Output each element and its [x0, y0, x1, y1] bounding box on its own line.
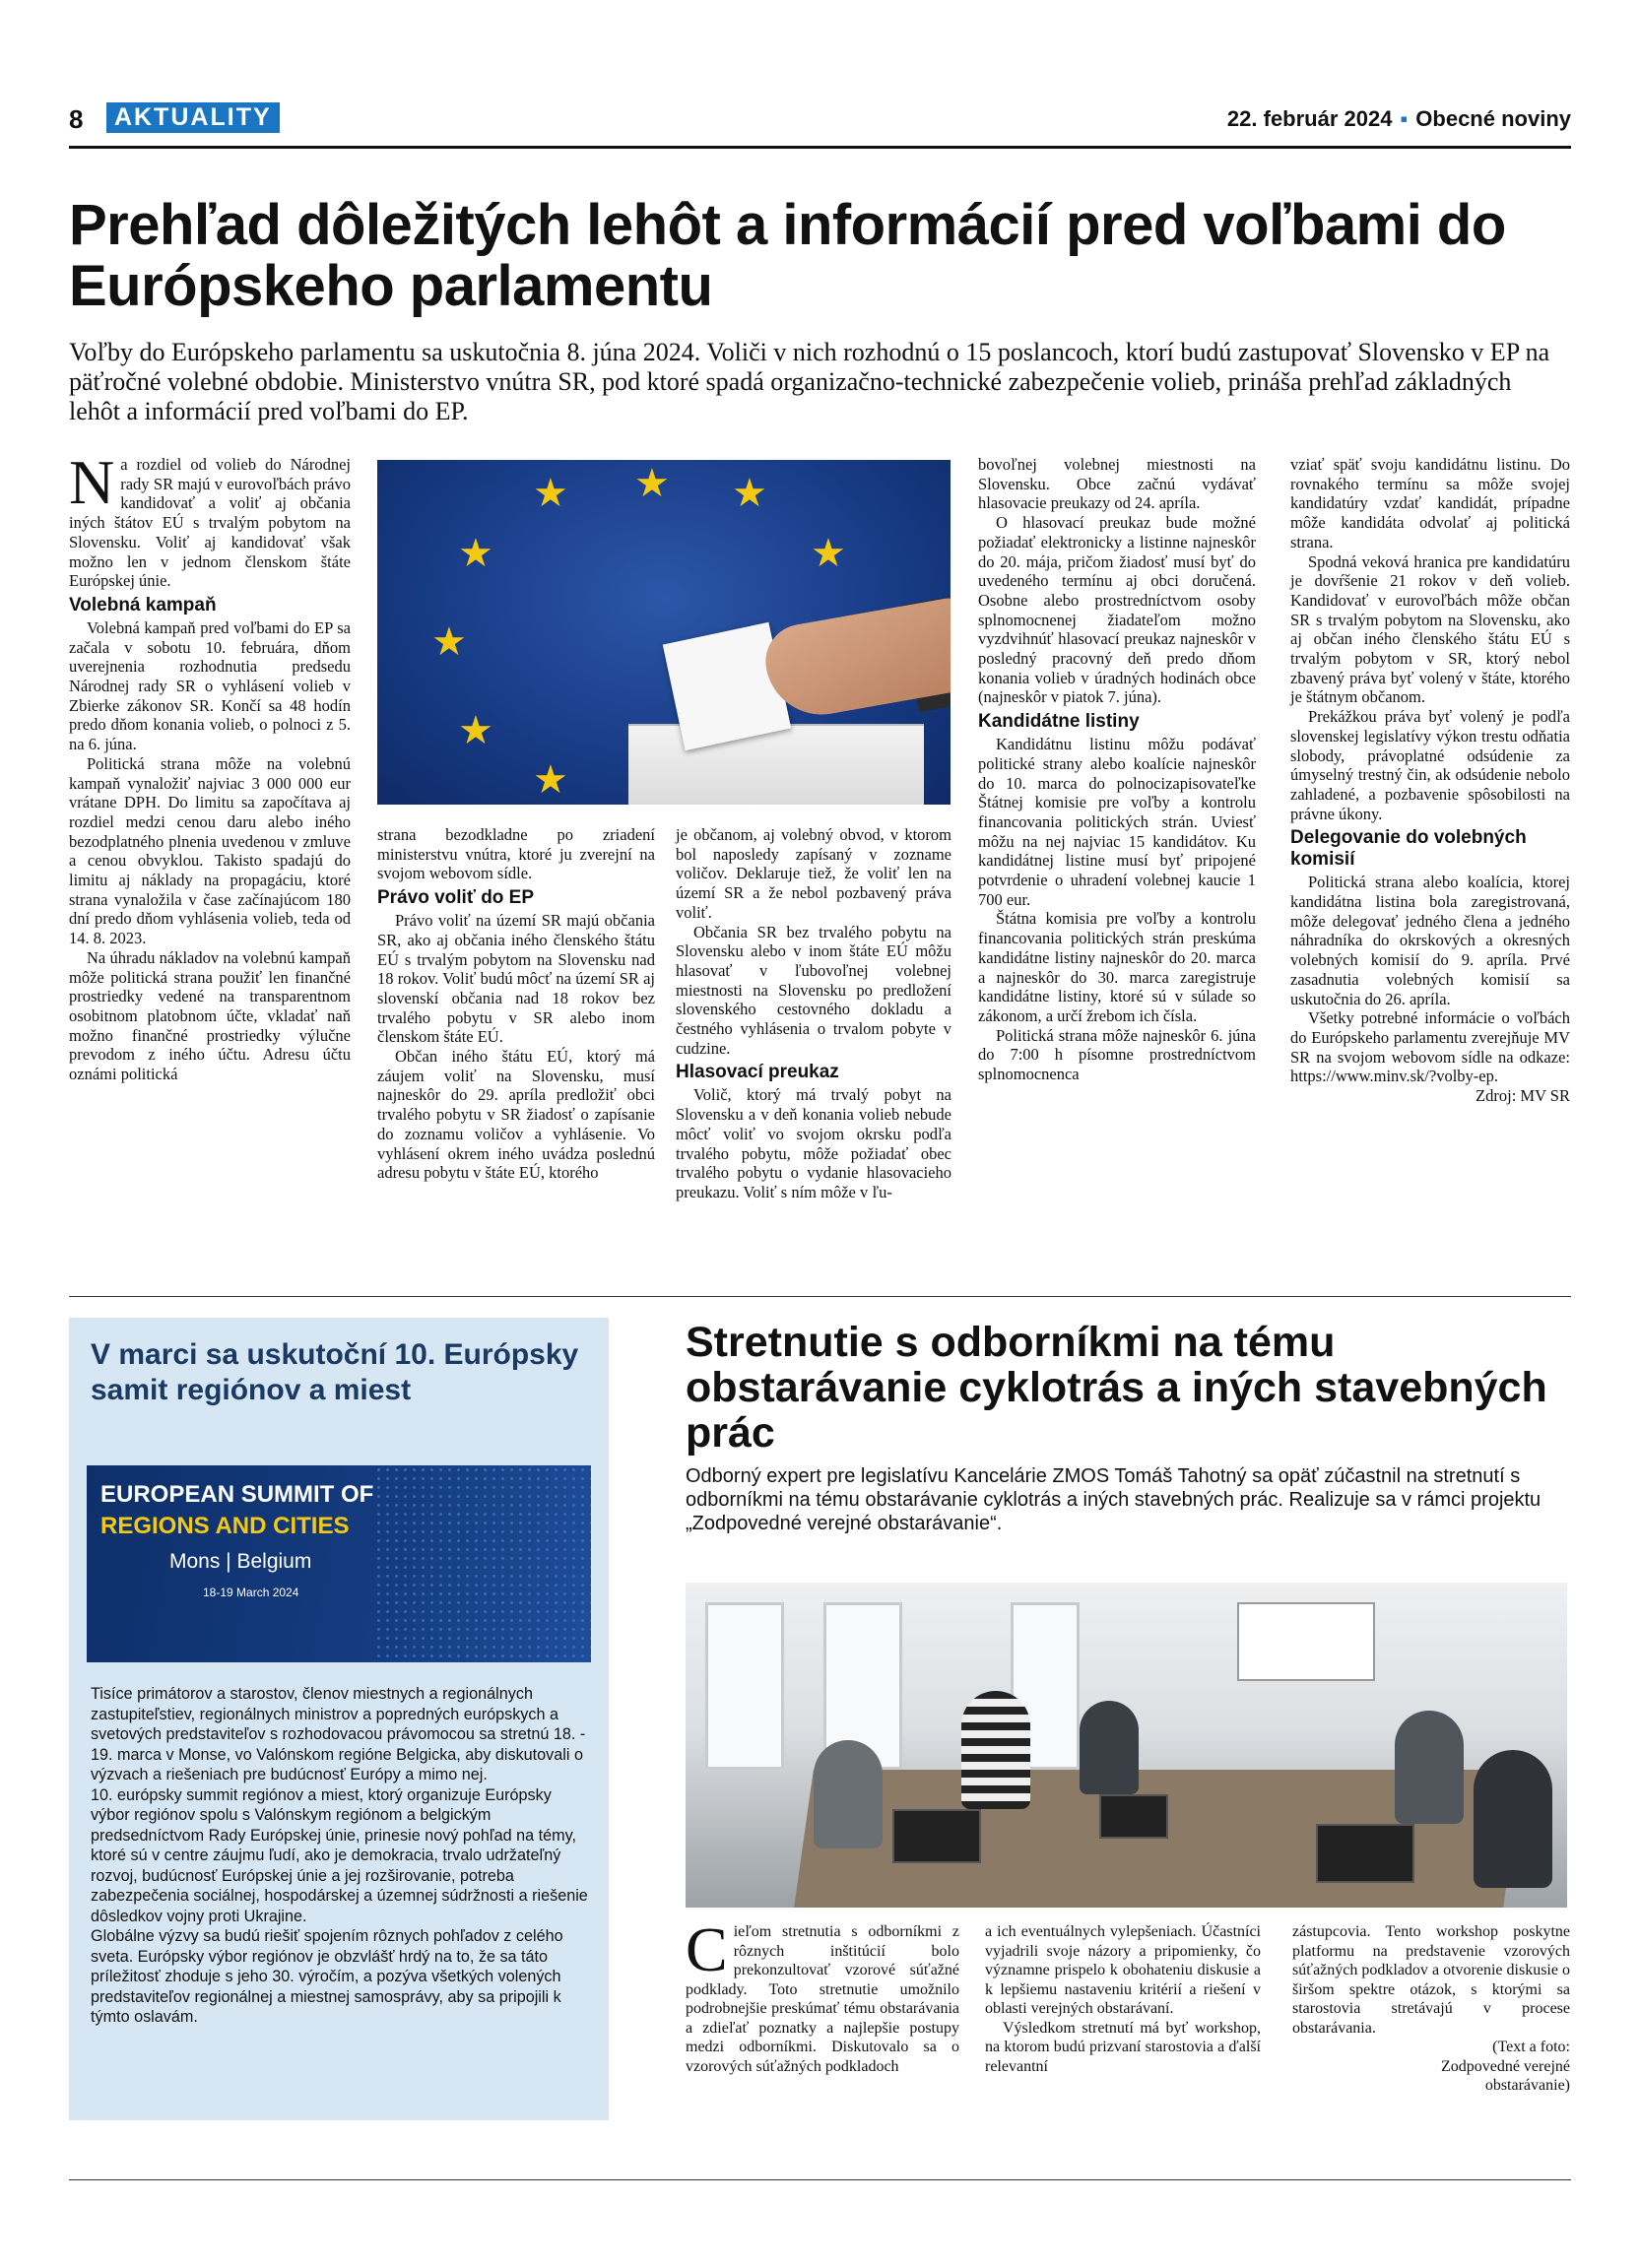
eu-star-icon: ★ [431, 619, 467, 664]
banner-line-4: 18-19 March 2024 [203, 1586, 299, 1599]
paragraph: Občan iného štátu EÚ, ktorý má záujem voliť na Slovensku, musí najneskôr do 29. apríla predložiť obci trvalého pobytu v SR žiadosť o zapísanie do zoznamu voličov a vyhlásenie. Vo vyhlásení okrem iného uvádza poslednú adresu pobytu v štáte EÚ, ktorého [377, 1047, 655, 1183]
eu-star-icon: ★ [811, 531, 846, 575]
header-divider [69, 146, 1571, 149]
paragraph: Kandidátnu listinu môžu podávať politické strany alebo koalície najneskôr do 10. marca do polnocizapisovateľke Štátnej komisie pre voľby a kontrolu financovania politických strán. Uviesť môžu na nej najviac 15 kandidátov. Ku kandidátnej listine musí byť pripojené potvrdenie o uhradení volebnej kaucie 1 700 eur. [978, 735, 1256, 909]
paragraph: O hlasovací preukaz bude možné požiadať elektronicky a listinne najneskôr do 20. mája, pričom žiadosť musí byť do uvedeného termínu aj obci doručená. Osobne alebo prostredníctvom osoby splnomocnenej žiadateľom možno vyzdvihnúť hlasovací preukaz najneskôr v posledný pracovný deň predo dňom konania volieb v úradných hodinách obce (najneskôr v piatok 7. júna). [978, 513, 1256, 707]
box-body [91, 1684, 593, 2028]
banner-line-3: Mons | Belgium [169, 1550, 312, 1573]
meeting-photo [686, 1583, 1567, 1908]
person [1080, 1701, 1139, 1794]
header-info [1227, 106, 1571, 132]
window [705, 1602, 784, 1770]
article2-column-1 [686, 1914, 959, 2076]
article1-column-1 [69, 447, 351, 1084]
whiteboard [1237, 1602, 1375, 1681]
summit-box [69, 1318, 609, 2120]
paragraph: strana bezodkladne po zriadení ministerstvu vnútra, ktoré ju zverejní na svojom webovom sídle. [377, 825, 655, 883]
article1-column-3 [676, 825, 951, 1202]
article2-title: Stretnutie s odborníkmi na tému obstarávanie cyklotrás a iných stavebných prác [686, 1319, 1547, 1457]
paragraph: Spodná veková hranica pre kandidatúru je dovŕšenie 21 rokov v deň volieb. Kandidovať v eurovoľbách môže občan SR s trvalým pobytom na Slovensku, ako aj občan iného členského štátu EÚ s trvalým pobytom v SR, ktorý nebol zbavený práva byť volený v štáte, ktorého je štátnym občanom. [1290, 551, 1570, 707]
page-header [69, 102, 1571, 142]
paragraph: bovoľnej volebnej miestnosti na Slovensku. Obce začnú vydávať hlasovacie preukazy od 24. apríla. [978, 455, 1256, 513]
banner-line-2: REGIONS AND CITIES [100, 1513, 350, 1539]
article1-lead: Voľby do Európskeho parlamentu sa uskutočnia 8. júna 2024. Voliči v nich rozhodnú o 15 poslancoch, ktorí budú zastupovať Slovensko v EP na päťročné volebné obdobie. Ministerstvo vnútra SR, pod ktoré spadá organizačno-technické zabezpečenie volieb, prináša prehľad základných lehôt a informácií pred voľbami do EP. [69, 338, 1550, 425]
photo-credit-1: (Text a foto: [1492, 2039, 1570, 2055]
paragraph: 10. európsky summit regiónov a miest, ktorý organizuje Európsky výbor regiónov spolu s Valónskym regiónom a belgickým predsedníctvom Rady Európskej únie, prinesie nový pohľad na témy, ktoré sú v centre záujmu ľudí, ako je demokracia, trvalo udržateľný rozvoj, budúcnosť Európskej únie a jej rozširovanie, potreba zabezpečenia sociálnej, hospodárskej a územnej súdržnosti a riešenie dôsledkov vojny proti Ukrajine. [91, 1785, 588, 1925]
issue-date: 22. február 2024 [1226, 106, 1393, 131]
paragraph: Na úhradu nákladov na volebnú kampaň môže politická strana použiť len finančné prostriedky vedené na transparentnom osobitnom platobnom účte, vkladať naň možno finančné prostriedky výlučne prevodom z iného účtu. Adresu účtu oznámi politická [69, 947, 351, 1084]
paragraph: Politická strana môže najneskôr 6. júna do 7:00 h písomne prostredníctvom splnomocnenca [978, 1025, 1256, 1084]
article2-lead: Odborný expert pre legislatívu Kancelárie ZMOS Tomáš Tahotný sa opäť zúčastnil na stretnutí s odborníkmi na tému obstarávanie cyklotrás a iných stavebných prác. Realizuje sa v rámci projektu „Zodpovedné verejné obstarávanie“. [686, 1465, 1542, 1534]
paragraph: Politická strana môže na volebnú kampaň vynaložiť najviac 3 000 000 eur vrátane DPH. Do limitu sa započítava aj rozdiel medzi cenou daru alebo iného bezodplatného plnenia uvedenou v zmluve a cenou obvyklou. Takisto spadajú do limitu aj náklady na propagáciu, ktoré strana vynaložila v čase začínajúcom 180 dní predo dňom vyhlásenia volieb, teda od 14. 8. 2023. [69, 753, 351, 948]
person [1395, 1711, 1464, 1824]
footer-divider [69, 2179, 1571, 2180]
laptop [892, 1809, 981, 1863]
paragraph: Občania SR bez trvalého pobytu na Slovensku alebo v inom štáte EÚ môžu hlasovať v ľubovoľnej volebnej miestnosti na Slovensku po predložení slovenského cestovného dokladu a čestného vyhlásenia o trvalom pobyte v cudzine. [676, 922, 951, 1058]
paragraph: a ich eventuálnych vylepšeniach. Účastníci vyjadrili svoje názory a pripomienky, čo významne prispelo k obohateniu diskusie a k lepšiemu nastaveniu kritérií a riešení v oblasti verejných obstarávaní. [985, 1923, 1261, 2017]
eu-star-icon: ★ [634, 461, 670, 505]
paragraph: Globálne výzvy sa budú riešiť spojením rôznych pohľadov z celého sveta. Európsky výbor regiónov je obzvlášť hrdý na to, že sa táto príležitosť zhoduje s jeho 30. výročím, a pozýva všetkých volených predstaviteľov regionálnej a miestnej samosprávy, aby sa pripojili k týmto oslavám. [91, 1927, 563, 2026]
eu-star-icon: ★ [533, 471, 568, 515]
separator-dot-icon: ▪ [1400, 106, 1409, 131]
source-credit: Zdroj: MV SR [1476, 1086, 1570, 1106]
photo-credit-3: obstarávanie) [1484, 2077, 1570, 2094]
subheading-kampan: Volebná kampaň [69, 594, 217, 616]
subheading-preukaz: Hlasovací preukaz [676, 1062, 839, 1083]
summit-banner [87, 1465, 591, 1662]
eu-ballot-photo [377, 460, 951, 805]
paragraph: ieľom stretnutia s odborníkmi z rôznych inštitúcií bolo prekonzultovať vzorové súťažné podklady. Toto stretnutie umožnilo podrobnejšie preskúmať tému obstarávania a zdieľať poznatky a najlepšie postupy medzi odborníkmi. Diskutovalo sa o vzorových súťažných podkladoch [686, 1923, 959, 2075]
page-number: 8 [69, 104, 84, 134]
dropcap: N [69, 447, 115, 517]
section-divider [69, 1296, 1571, 1297]
paragraph: Volebná kampaň pred voľbami do EP sa začala v sobotu 10. februára, dňom uverejnenia rozhodnutia predsedu Národnej rady SR o vyhlásení volieb v Zbierke zákonov SR. Končí sa 48 hodín predo dňom konania volieb, o polnoci z 5. na 6. júna. [69, 617, 351, 754]
ballot-box [628, 724, 924, 805]
paragraph: Právo voliť na území SR majú občania SR, ako aj občania iného členského štátu EÚ s trvalým pobytom na Slovensku nad 18 rokov. Voliť budú môcť na území SR aj slovenskí občania nad 18 rokov bez trvalého pobytu v SR alebo inom členskom štáte EÚ. [377, 911, 655, 1047]
person [961, 1691, 1030, 1809]
article2-column-3 [1292, 1922, 1570, 2096]
laptop [1316, 1824, 1414, 1883]
paragraph: Všetky potrebné informácie o voľbách do Európskeho parlamentu zverejňuje MV SR na svojom webovom sídle na odkaze: https://www.minv.sk/?volby-ep. [1290, 1008, 1570, 1086]
article1-column-2 [377, 825, 655, 1183]
person [1474, 1750, 1552, 1888]
article1-column-5 [1290, 455, 1570, 1106]
eu-star-icon: ★ [458, 531, 493, 575]
paragraph: Tisíce primátorov a starostov, členov miestnych a regionálnych zastupiteľstiev, regionálnych ministrov a popredných európskych a svetových predstaviteľov s rozhodovacou právomocou sa stretnú 18. - 19. marca v Monse, vo Valónskom regióne Belgicka, aby diskutovali o výzvach a riešeniach pre budúcnosť Európy a mimo nej. [91, 1685, 586, 1783]
person [814, 1740, 883, 1848]
paragraph: a rozdiel od volieb do Národnej rady SR majú v eurovoľbách právo kandidovať a voliť aj občania iných štátov EÚ s trvalým pobytom na Slovensku. Voliť aj kandidovať však možno len v jednom členskom štáte Európskej únie. [69, 455, 351, 591]
section-tag: AKTUALITY [106, 102, 280, 133]
dropcap: C [686, 1914, 728, 1984]
paragraph: vziať späť svoju kandidátnu listinu. Do rovnakého termínu sa môže svojej kandidatúry vzdať kandidát, prípadne môže kandidáta odvolať aj politická strana. [1290, 455, 1570, 551]
paragraph: zástupcovia. Tento workshop poskytne platformu na predstavenie vzorových súťažných podkladov a otvorenie diskusie o širšom spektre otázok, s ktorými sa starostovia stretávajú v procese obstarávania. [1292, 1923, 1570, 2037]
article1-column-4 [978, 455, 1256, 1084]
dotted-map-graphic [374, 1465, 591, 1662]
eu-star-icon: ★ [732, 471, 767, 515]
paragraph: Politická strana alebo koalícia, ktorej kandidátna listina bola zaregistrovaná, môže delegovať jedného člena a jedného náhradníka do okrskových a okresných volebných komisií do 9. apríla. Prvé zasadnutia volebných komisií sa uskutočnia do 26. apríla. [1290, 873, 1570, 1008]
subheading-delegovanie: Delegovanie do volebných komisií [1290, 827, 1527, 871]
paragraph: je občanom, aj volebný obvod, v ktorom bol naposledy zapísaný v zozname voličov. Deklaruje tiež, že voliť len na území SR a že nebol pozbavený práva voliť. [676, 825, 951, 922]
eu-star-icon: ★ [533, 757, 568, 802]
banner-line-1: EUROPEAN SUMMIT OF [100, 1481, 374, 1508]
paragraph: Štátna komisia pre voľby a kontrolu financovania politických strán preskúma kandidátne listiny najneskôr do 20. marca a najneskôr do 30. marca zaregistruje kandidátne listiny, ktoré sú v súlade so zákonom, a určí žrebom ich čísla. [978, 909, 1256, 1025]
subheading-pravo: Právo voliť do EP [377, 887, 535, 909]
photo-credit-2: Zodpovedné verejné [1440, 2057, 1570, 2075]
publication-name: Obecné noviny [1415, 106, 1571, 131]
subheading-kandidatne: Kandidátne listiny [978, 711, 1140, 733]
box-title: V marci sa uskutoční 10. Európsky samit regiónov a miest [91, 1338, 579, 1406]
paragraph: Prekážkou práva byť volený je podľa slovenskej legislatívy výkon trestu odňatia slobody, právoplatné odsúdenie za úmyselný trestný čin, ak odsúdenie nebolo zahladené, a pozbavenie spôsobilosti na právne úkony. [1290, 707, 1570, 823]
paragraph: Výsledkom stretnutí má byť workshop, na ktorom budú prizvaní starostovia a ďalší relevantní [985, 2019, 1261, 2075]
eu-star-icon: ★ [458, 708, 493, 752]
laptop [1099, 1794, 1168, 1839]
article1-title: Prehľad dôležitých lehôt a informácií pred voľbami do Európskeho parlamentu [69, 193, 1506, 318]
paragraph: Volič, ktorý má trvalý pobyt na Slovensku a v deň konania volieb nebude môcť voliť vo svojom okrsku podľa trvalého pobytu, môže požiadať obec trvalého pobytu o vydanie hlasovacieho preukazu. Voliť s ním môže v ľu- [676, 1085, 951, 1201]
article2-column-2 [985, 1922, 1261, 2076]
